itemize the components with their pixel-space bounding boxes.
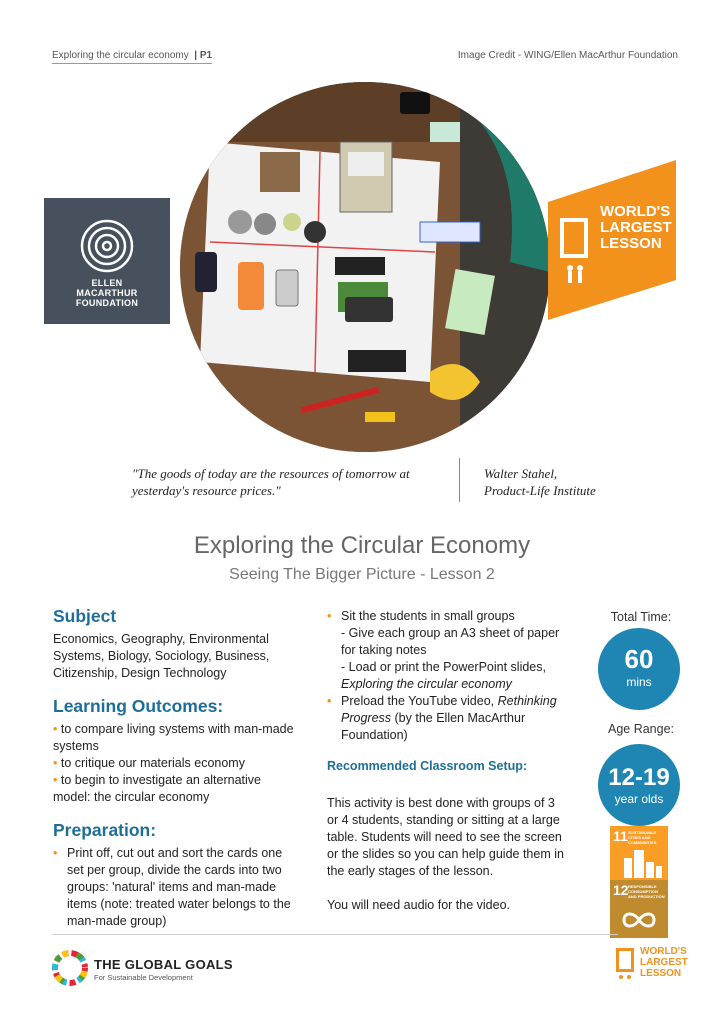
wll-small-logo-icon [614, 944, 638, 984]
sdg-11-badge: 11 SUSTAINABLE CITIES AND COMMUNITIES [610, 826, 668, 884]
header-title: Exploring the circular economy [52, 50, 189, 61]
left-column [53, 608, 298, 930]
infinity-icon [610, 880, 668, 938]
quote-text: "The goods of today are the resources of tomorrow at yesterday's resource prices." [132, 466, 410, 498]
emf-wordmark: ELLEN MACARTHUR FOUNDATION [75, 278, 139, 308]
ellen-macarthur-logo [44, 198, 170, 324]
wll-small-wordmark: WORLD'S LARGEST LESSON [640, 946, 688, 979]
image-credit: Image Credit - WING/Ellen MacArthur Foundation [457, 50, 678, 61]
classroom-setup-text: This activity is best done with groups of 3 or 4 students, standing or sitting at a large table. Students will need to see the screen or the slides so you can help guide them in the early stages of the lesson. [327, 796, 564, 878]
hero-photo [180, 82, 550, 452]
classroom-setup-heading: Recommended Classroom Setup: [327, 759, 528, 773]
global-goals-title: THE GLOBAL GOALS [94, 957, 233, 972]
learning-outcomes-heading: Learning Outcomes: [53, 696, 224, 716]
quote-author [484, 465, 596, 499]
time-value: 60 [624, 644, 654, 674]
outcome-item: • to compare living systems with man-made systems [53, 722, 294, 753]
outcome-item: • to critique our materials economy [53, 756, 245, 770]
time-unit: mins [626, 675, 652, 689]
audio-note: You will need audio for the video. [327, 898, 511, 912]
subject-heading: Subject [53, 606, 117, 626]
age-range-badge [598, 744, 680, 826]
prep-item-sit: • Sit the students in small groups [327, 609, 515, 623]
city-icon [610, 826, 668, 884]
outcome-item: • to begin to investigate an alternative model: the circular economy [53, 773, 261, 804]
header-underline [52, 63, 212, 64]
global-goals-wheel-icon [52, 950, 88, 986]
middle-column [327, 608, 567, 914]
age-unit: year olds [614, 792, 664, 806]
subject-text: Economics, Geography, Environmental Systems, Biology, Sociology, Business, Citizenship, Design Technology [53, 632, 270, 680]
prep-item-preload: • Preload the YouTube video, Rethinking Progress (by the Ellen MacArthur Foundation) [327, 694, 557, 742]
total-time-label: Total Time: [610, 610, 672, 624]
age-value: 12-19 [608, 764, 670, 791]
preparation-heading: Preparation: [53, 820, 157, 840]
global-goals-subtitle: For Sustainable Development [94, 973, 193, 982]
author-name: Walter Stahel, [484, 466, 558, 481]
wll-wordmark: WORLD'S LARGEST LESSON [600, 203, 672, 252]
prep-sub-item: - Load or print the PowerPoint slides, Exploring the circular economy [341, 660, 546, 691]
page-number: | P1 [194, 50, 213, 61]
header-left [52, 50, 212, 61]
footer-divider [52, 934, 618, 935]
author-org: Product-Life Institute [484, 483, 596, 498]
preparation-item: • Print off, cut out and sort the cards one set per group, divide the cards into two groups: 'natural' items and man-made items (note: treated water belongs to the man-made group) [53, 846, 291, 928]
prep-sub-item: - Give each group an A3 sheet of paper for taking notes [341, 626, 560, 657]
total-time-badge [598, 628, 680, 710]
quote-divider [459, 458, 460, 502]
sdg-12-badge: 12 RESPONSIBLE CONSUMPTION AND PRODUCTION [610, 880, 668, 938]
page-subtitle: Seeing The Bigger Picture - Lesson 2 [229, 566, 495, 583]
age-range-label: Age Range: [607, 722, 675, 736]
page-title: Exploring the Circular Economy [193, 532, 531, 559]
